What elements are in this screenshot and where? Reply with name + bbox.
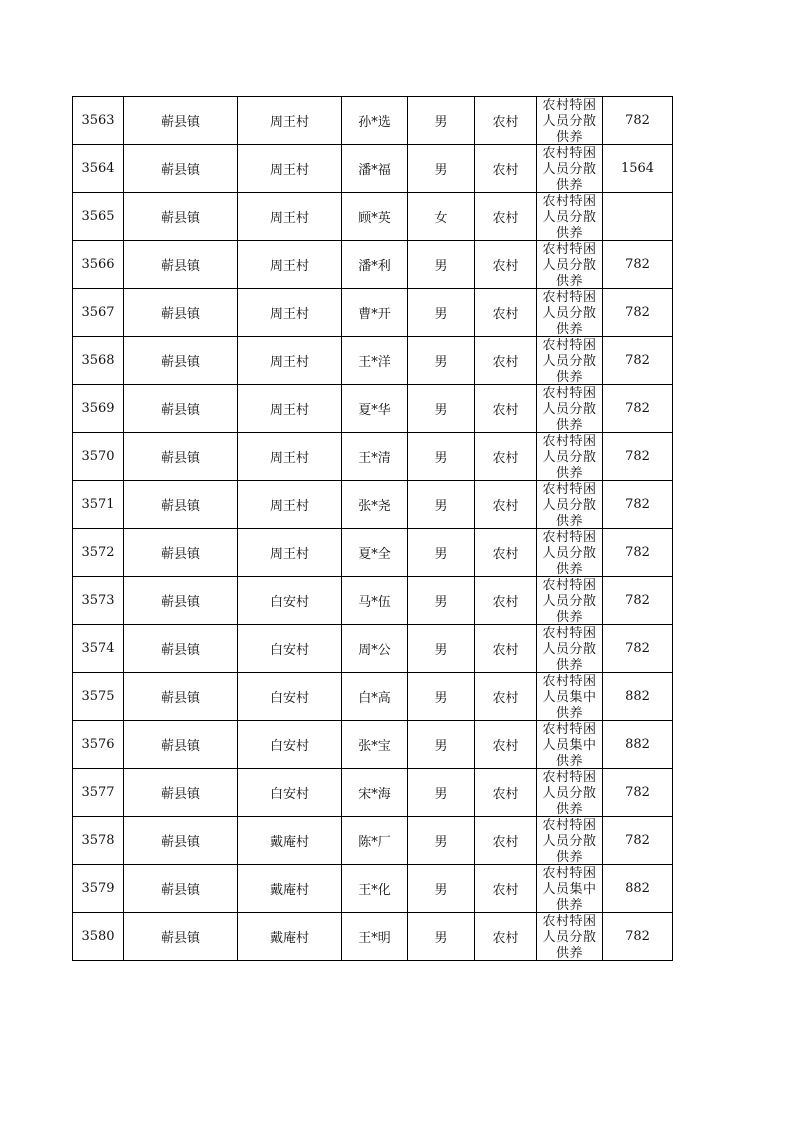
amount-cell: 882 xyxy=(603,865,673,913)
amount-cell: 882 xyxy=(603,721,673,769)
amount-cell: 782 xyxy=(603,913,673,961)
town-cell: 蕲县镇 xyxy=(124,817,238,865)
support-category-text: 农村特困人员集中供养 xyxy=(542,721,597,768)
amount-cell: 782 xyxy=(603,97,673,145)
gender-cell: 男 xyxy=(408,625,475,673)
gender-cell: 男 xyxy=(408,241,475,289)
support-category-cell xyxy=(537,577,603,625)
village-cell: 周王村 xyxy=(238,241,342,289)
person-name-cell: 孙*选 xyxy=(342,97,408,145)
support-category-cell xyxy=(537,385,603,433)
person-name-cell: 张*宝 xyxy=(342,721,408,769)
support-category-text: 农村特困人员分散供养 xyxy=(542,241,597,288)
support-category-cell xyxy=(537,241,603,289)
person-name-cell: 张*尧 xyxy=(342,481,408,529)
support-category-text: 农村特困人员分散供养 xyxy=(542,529,597,576)
row-number-cell: 3575 xyxy=(73,673,124,721)
gender-cell: 男 xyxy=(408,145,475,193)
support-category-text: 农村特困人员分散供养 xyxy=(542,337,597,384)
village-cell: 周王村 xyxy=(238,529,342,577)
table-row xyxy=(73,433,673,481)
town-cell: 蕲县镇 xyxy=(124,577,238,625)
village-cell: 白安村 xyxy=(238,625,342,673)
beneficiary-table xyxy=(72,96,673,961)
support-category-cell xyxy=(537,817,603,865)
area-type-cell: 农村 xyxy=(475,625,537,673)
area-type-cell: 农村 xyxy=(475,817,537,865)
town-cell: 蕲县镇 xyxy=(124,529,238,577)
row-number-cell: 3565 xyxy=(73,193,124,241)
town-cell: 蕲县镇 xyxy=(124,433,238,481)
support-category-cell xyxy=(537,97,603,145)
person-name-cell: 夏*全 xyxy=(342,529,408,577)
gender-cell: 男 xyxy=(408,673,475,721)
table-row xyxy=(73,817,673,865)
gender-cell: 男 xyxy=(408,817,475,865)
table-row xyxy=(73,337,673,385)
row-number-cell: 3566 xyxy=(73,241,124,289)
support-category-text: 农村特困人员分散供养 xyxy=(542,289,597,336)
town-cell: 蕲县镇 xyxy=(124,865,238,913)
gender-cell: 男 xyxy=(408,433,475,481)
person-name-cell: 顾*英 xyxy=(342,193,408,241)
area-type-cell: 农村 xyxy=(475,193,537,241)
gender-cell: 男 xyxy=(408,337,475,385)
support-category-text: 农村特困人员分散供养 xyxy=(542,625,597,672)
area-type-cell: 农村 xyxy=(475,241,537,289)
support-category-cell xyxy=(537,529,603,577)
gender-cell: 男 xyxy=(408,721,475,769)
gender-cell: 男 xyxy=(408,385,475,433)
amount-cell xyxy=(603,193,673,241)
support-category-cell xyxy=(537,145,603,193)
town-cell: 蕲县镇 xyxy=(124,97,238,145)
row-number-cell: 3571 xyxy=(73,481,124,529)
amount-cell: 782 xyxy=(603,481,673,529)
support-category-text: 农村特困人员集中供养 xyxy=(542,865,597,912)
row-number-cell: 3564 xyxy=(73,145,124,193)
person-name-cell: 白*高 xyxy=(342,673,408,721)
area-type-cell: 农村 xyxy=(475,673,537,721)
area-type-cell: 农村 xyxy=(475,145,537,193)
gender-cell: 男 xyxy=(408,913,475,961)
gender-cell: 男 xyxy=(408,769,475,817)
person-name-cell: 周*公 xyxy=(342,625,408,673)
amount-cell: 782 xyxy=(603,529,673,577)
village-cell: 周王村 xyxy=(238,145,342,193)
village-cell: 白安村 xyxy=(238,673,342,721)
gender-cell: 男 xyxy=(408,97,475,145)
support-category-text: 农村特困人员集中供养 xyxy=(542,673,597,720)
support-category-cell xyxy=(537,913,603,961)
area-type-cell: 农村 xyxy=(475,433,537,481)
support-category-text: 农村特困人员分散供养 xyxy=(542,481,597,528)
person-name-cell: 王*化 xyxy=(342,865,408,913)
row-number-cell: 3570 xyxy=(73,433,124,481)
amount-cell: 1564 xyxy=(603,145,673,193)
support-category-cell xyxy=(537,193,603,241)
support-category-cell xyxy=(537,673,603,721)
village-cell: 白安村 xyxy=(238,577,342,625)
support-category-text: 农村特困人员分散供养 xyxy=(542,769,597,816)
area-type-cell: 农村 xyxy=(475,913,537,961)
row-number-cell: 3576 xyxy=(73,721,124,769)
person-name-cell: 马*伍 xyxy=(342,577,408,625)
town-cell: 蕲县镇 xyxy=(124,337,238,385)
support-category-cell xyxy=(537,721,603,769)
support-category-text: 农村特困人员分散供养 xyxy=(542,913,597,960)
support-category-cell xyxy=(537,769,603,817)
support-category-cell xyxy=(537,865,603,913)
town-cell: 蕲县镇 xyxy=(124,385,238,433)
row-number-cell: 3579 xyxy=(73,865,124,913)
gender-cell: 男 xyxy=(408,529,475,577)
table-row xyxy=(73,385,673,433)
support-category-text: 农村特困人员分散供养 xyxy=(542,817,597,864)
support-category-text: 农村特困人员分散供养 xyxy=(542,145,597,192)
row-number-cell: 3572 xyxy=(73,529,124,577)
village-cell: 白安村 xyxy=(238,769,342,817)
table-row xyxy=(73,673,673,721)
row-number-cell: 3574 xyxy=(73,625,124,673)
support-category-cell xyxy=(537,625,603,673)
table-row xyxy=(73,193,673,241)
person-name-cell: 夏*华 xyxy=(342,385,408,433)
person-name-cell: 王*洋 xyxy=(342,337,408,385)
table-row xyxy=(73,97,673,145)
row-number-cell: 3563 xyxy=(73,97,124,145)
amount-cell: 782 xyxy=(603,433,673,481)
support-category-cell xyxy=(537,337,603,385)
table-row xyxy=(73,625,673,673)
row-number-cell: 3580 xyxy=(73,913,124,961)
town-cell: 蕲县镇 xyxy=(124,625,238,673)
town-cell: 蕲县镇 xyxy=(124,769,238,817)
row-number-cell: 3569 xyxy=(73,385,124,433)
person-name-cell: 陈*厂 xyxy=(342,817,408,865)
village-cell: 戴庵村 xyxy=(238,817,342,865)
table-row xyxy=(73,145,673,193)
amount-cell: 782 xyxy=(603,817,673,865)
town-cell: 蕲县镇 xyxy=(124,145,238,193)
area-type-cell: 农村 xyxy=(475,769,537,817)
gender-cell: 女 xyxy=(408,193,475,241)
village-cell: 周王村 xyxy=(238,337,342,385)
person-name-cell: 潘*福 xyxy=(342,145,408,193)
table-body xyxy=(73,97,673,961)
area-type-cell: 农村 xyxy=(475,337,537,385)
support-category-text: 农村特困人员分散供养 xyxy=(542,97,597,144)
area-type-cell: 农村 xyxy=(475,721,537,769)
amount-cell: 782 xyxy=(603,289,673,337)
area-type-cell: 农村 xyxy=(475,97,537,145)
support-category-cell xyxy=(537,433,603,481)
table-row xyxy=(73,577,673,625)
row-number-cell: 3573 xyxy=(73,577,124,625)
amount-cell: 782 xyxy=(603,769,673,817)
village-cell: 戴庵村 xyxy=(238,865,342,913)
town-cell: 蕲县镇 xyxy=(124,241,238,289)
table-row xyxy=(73,769,673,817)
table-row xyxy=(73,289,673,337)
support-category-cell xyxy=(537,289,603,337)
support-category-text: 农村特困人员分散供养 xyxy=(542,193,597,240)
amount-cell: 782 xyxy=(603,241,673,289)
town-cell: 蕲县镇 xyxy=(124,193,238,241)
amount-cell: 782 xyxy=(603,577,673,625)
table-row xyxy=(73,481,673,529)
area-type-cell: 农村 xyxy=(475,865,537,913)
town-cell: 蕲县镇 xyxy=(124,913,238,961)
area-type-cell: 农村 xyxy=(475,289,537,337)
person-name-cell: 宋*海 xyxy=(342,769,408,817)
person-name-cell: 曹*开 xyxy=(342,289,408,337)
gender-cell: 男 xyxy=(408,577,475,625)
amount-cell: 782 xyxy=(603,337,673,385)
town-cell: 蕲县镇 xyxy=(124,721,238,769)
village-cell: 周王村 xyxy=(238,97,342,145)
table-row xyxy=(73,865,673,913)
gender-cell: 男 xyxy=(408,289,475,337)
table-row xyxy=(73,721,673,769)
village-cell: 周王村 xyxy=(238,481,342,529)
area-type-cell: 农村 xyxy=(475,385,537,433)
amount-cell: 882 xyxy=(603,673,673,721)
support-category-text: 农村特困人员分散供养 xyxy=(542,433,597,480)
village-cell: 周王村 xyxy=(238,433,342,481)
row-number-cell: 3577 xyxy=(73,769,124,817)
area-type-cell: 农村 xyxy=(475,481,537,529)
town-cell: 蕲县镇 xyxy=(124,673,238,721)
person-name-cell: 王*清 xyxy=(342,433,408,481)
support-category-text: 农村特困人员分散供养 xyxy=(542,577,597,624)
amount-cell: 782 xyxy=(603,625,673,673)
row-number-cell: 3568 xyxy=(73,337,124,385)
village-cell: 戴庵村 xyxy=(238,913,342,961)
amount-cell: 782 xyxy=(603,385,673,433)
gender-cell: 男 xyxy=(408,481,475,529)
support-category-text: 农村特困人员分散供养 xyxy=(542,385,597,432)
area-type-cell: 农村 xyxy=(475,577,537,625)
town-cell: 蕲县镇 xyxy=(124,289,238,337)
area-type-cell: 农村 xyxy=(475,529,537,577)
village-cell: 白安村 xyxy=(238,721,342,769)
row-number-cell: 3578 xyxy=(73,817,124,865)
person-name-cell: 王*明 xyxy=(342,913,408,961)
village-cell: 周王村 xyxy=(238,289,342,337)
row-number-cell: 3567 xyxy=(73,289,124,337)
table-row xyxy=(73,241,673,289)
support-category-cell xyxy=(537,481,603,529)
village-cell: 周王村 xyxy=(238,385,342,433)
gender-cell: 男 xyxy=(408,865,475,913)
town-cell: 蕲县镇 xyxy=(124,481,238,529)
person-name-cell: 潘*利 xyxy=(342,241,408,289)
village-cell: 周王村 xyxy=(238,193,342,241)
table-row xyxy=(73,529,673,577)
table-row xyxy=(73,913,673,961)
